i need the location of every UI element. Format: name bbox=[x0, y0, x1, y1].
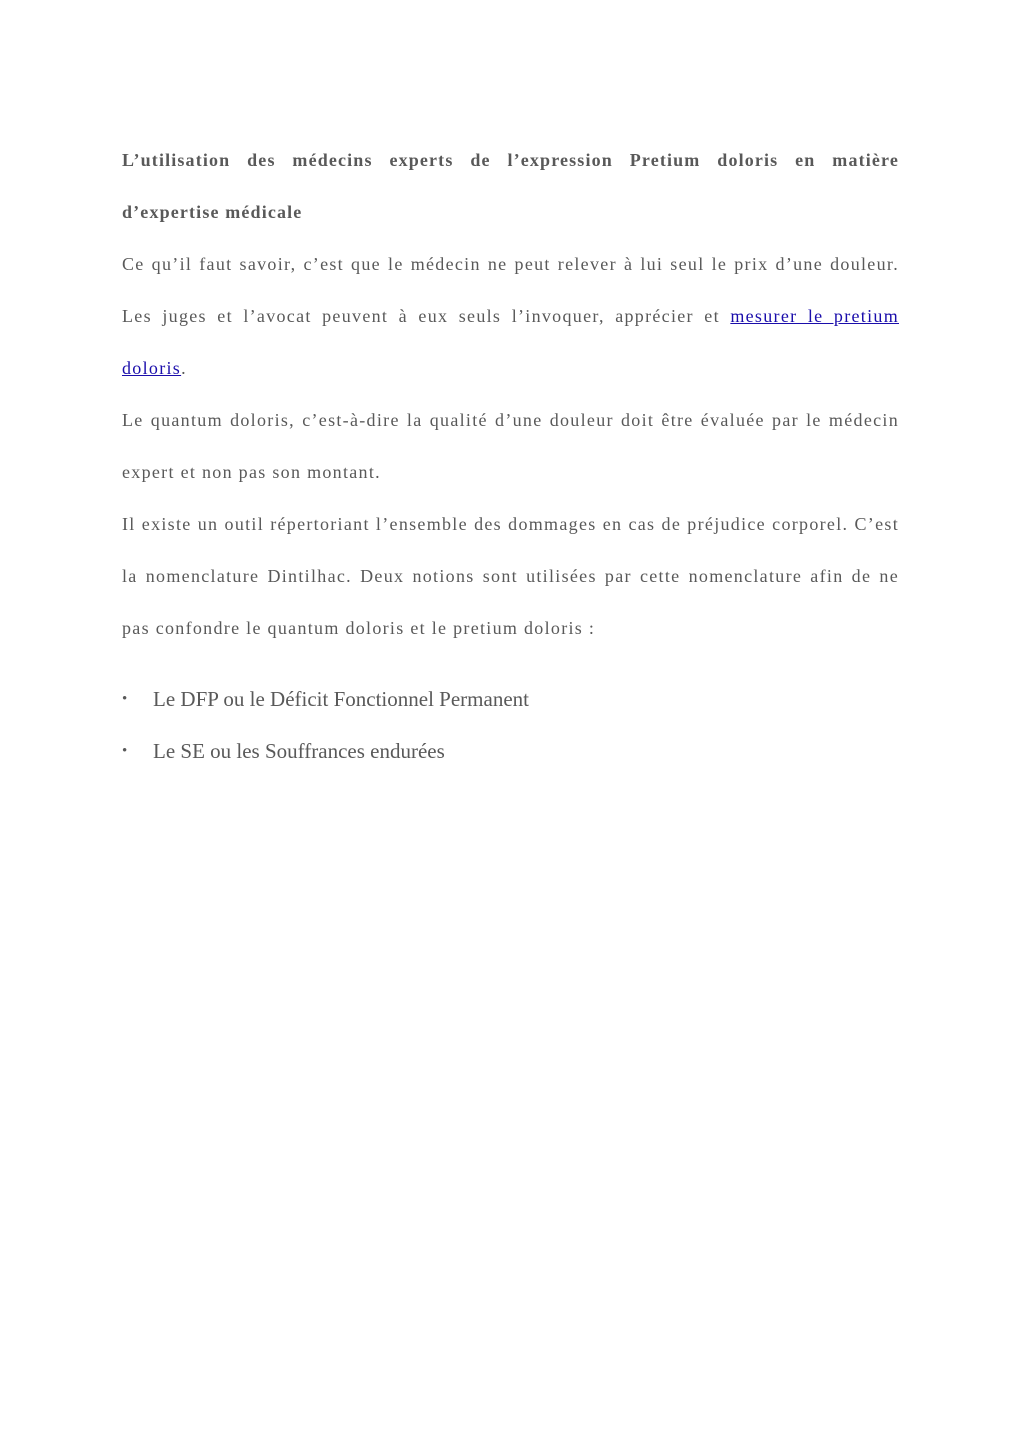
pretium-doloris-link[interactable]: mesurer le pretium doloris bbox=[122, 306, 899, 378]
paragraph-3: Il existe un outil répertoriant l’ensemble des dommages en cas de préjudice corporel. C’est la nomenclature Dintilhac. Deux notions sont utilisées par cette nomenclature afin de ne pas confondre le quantum doloris et le pretium doloris : bbox=[122, 514, 899, 638]
document-page bbox=[122, 134, 899, 777]
bullet-icon: • bbox=[122, 743, 128, 759]
paragraph-1 bbox=[122, 238, 899, 394]
list-item bbox=[122, 725, 899, 777]
bullet-list bbox=[122, 673, 899, 777]
list-item-text: Le SE ou les Souffrances endurées bbox=[153, 739, 445, 763]
list-item-text: Le DFP ou le Déficit Fonctionnel Permanent bbox=[153, 687, 529, 711]
bullet-icon: • bbox=[122, 691, 128, 707]
paragraph-1-text: Ce qu’il faut savoir, c’est que le médecin ne peut relever à lui seul le prix d’une douleur. Les juges et l’avocat peuvent à eux seuls l’invoquer, apprécier et bbox=[122, 254, 899, 326]
paragraph-1-end: . bbox=[181, 358, 187, 378]
document-heading: L’utilisation des médecins experts de l’expression Pretium doloris en matière d’expertise médicale bbox=[122, 150, 899, 222]
paragraph-2: Le quantum doloris, c’est-à-dire la qualité d’une douleur doit être évaluée par le médecin expert et non pas son montant. bbox=[122, 410, 899, 482]
list-item bbox=[122, 673, 899, 725]
